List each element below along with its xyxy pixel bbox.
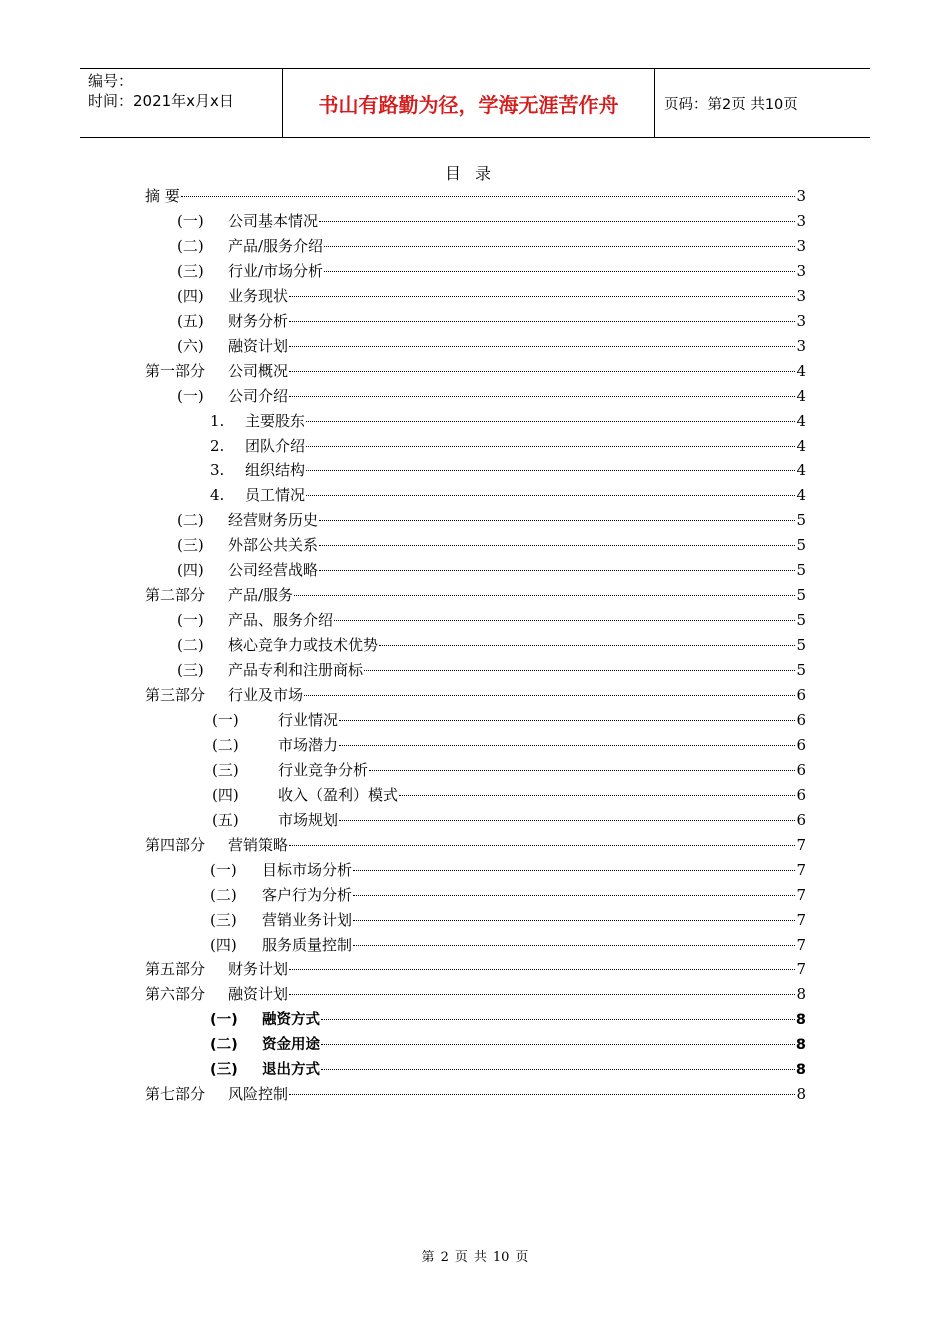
toc-entry[interactable]: [212, 759, 806, 779]
toc-entry[interactable]: [177, 559, 806, 579]
toc-leader-dots: [319, 545, 795, 546]
toc-entry[interactable]: [212, 734, 806, 754]
toc-leader-dots: [321, 1019, 795, 1020]
toc-entry-number: (一): [177, 386, 204, 405]
toc-leader-dots: [289, 396, 795, 397]
time-label: 时间：2021年x月x日: [88, 92, 234, 110]
toc-entry-number: 摘 要: [145, 187, 180, 205]
toc-entry-page: 7: [796, 935, 806, 954]
toc-entry-page: 7: [796, 885, 806, 904]
toc-entry-number: (三): [177, 261, 204, 280]
footer-gong: 共: [473, 1250, 487, 1265]
toc-leader-dots: [339, 745, 795, 746]
toc-entry[interactable]: [177, 609, 806, 629]
toc-leader-dots: [289, 969, 795, 970]
toc-entry-title: 目标市场分析: [262, 860, 353, 879]
toc-leader-dots: [289, 994, 795, 995]
toc-entry-page: 8: [795, 1062, 806, 1079]
toc-entry-page: 3: [796, 311, 806, 330]
toc-leader-dots: [306, 446, 795, 447]
toc-entry[interactable]: [210, 909, 806, 929]
footer-ye2: 页: [515, 1250, 529, 1265]
toc-entry-title: 产品专利和注册商标: [228, 661, 364, 680]
toc-entry-title: 产品/服务: [228, 586, 294, 605]
toc-entry-number: 3.: [210, 461, 225, 480]
toc-entry-page: 7: [796, 835, 806, 854]
toc-entry-title: 公司基本情况: [228, 211, 319, 230]
page-label: 页码：第2页 共10页: [664, 96, 798, 113]
toc-entry-number: 1.: [210, 411, 225, 430]
toc-entry-number: (二): [177, 236, 204, 255]
toc-entry-page: 6: [796, 760, 806, 779]
toc-leader-dots: [353, 895, 795, 896]
toc-leader-dots: [399, 795, 795, 796]
toc-entry-title: 退出方式: [262, 1062, 320, 1079]
toc-entry[interactable]: [210, 884, 806, 904]
toc-entry-number: 第五部分: [145, 960, 206, 979]
footer-di: 第: [421, 1250, 435, 1265]
toc-entry[interactable]: [210, 934, 806, 954]
toc-entry-page: 3: [796, 211, 806, 230]
toc-entry-page: 5: [796, 561, 806, 580]
toc-leader-dots: [289, 346, 795, 347]
toc-entry-page: 4: [796, 386, 806, 405]
toc-entry[interactable]: [145, 360, 806, 380]
toc-entry-number: (二): [210, 1037, 238, 1054]
toc-entry-number: (一): [177, 211, 204, 230]
toc-entry-page: 4: [796, 436, 806, 455]
toc-leader-dots: [319, 520, 795, 521]
toc-entry[interactable]: [212, 709, 806, 729]
toc-entry-title: 外部公共关系: [228, 536, 319, 555]
toc-entry[interactable]: [212, 784, 806, 804]
toc-entry[interactable]: [210, 1058, 806, 1078]
toc-leader-dots: [369, 770, 795, 771]
toc-entry-title: 市场规划: [278, 810, 339, 829]
toc-entry-page: 6: [796, 710, 806, 729]
toc-entry-title: 客户行为分析: [262, 885, 353, 904]
toc-entry-title: 业务现状: [228, 286, 289, 305]
toc-leader-dots: [353, 920, 795, 921]
toc-entry-page: 3: [796, 261, 806, 280]
toc-entry-number: (三): [212, 760, 239, 779]
toc-entry-number: 第六部分: [145, 985, 206, 1004]
toc-entry-page: 3: [796, 236, 806, 255]
toc-leader-dots: [319, 221, 795, 222]
toc-entry-number: (三): [210, 1062, 238, 1079]
toc-entry[interactable]: [210, 459, 806, 479]
toc-entry-page: 5: [796, 611, 806, 630]
toc-leader-dots: [324, 271, 795, 272]
toc-entry[interactable]: [177, 634, 806, 654]
toc-entry-number: 第一部分: [145, 361, 206, 380]
toc-entry-number: (二): [210, 885, 237, 904]
toc-entry-title: 营销策略: [228, 835, 289, 854]
toc-entry-title: 融资方式: [262, 1012, 320, 1029]
toc-entry-page: 6: [796, 785, 806, 804]
toc-entry-title: 行业情况: [278, 710, 339, 729]
toc-entry-number: 第四部分: [145, 835, 206, 854]
toc-entry[interactable]: [210, 410, 806, 430]
toc-leader-dots: [306, 495, 795, 496]
toc-entry[interactable]: [210, 859, 806, 879]
footer-total-pages: 10: [492, 1250, 510, 1265]
toc-entry-title: 服务质量控制: [262, 935, 353, 954]
toc-leader-dots: [364, 670, 795, 671]
toc-entry-page: 5: [796, 536, 806, 555]
toc-entry-number: (四): [212, 785, 239, 804]
toc-entry-number: 第三部分: [145, 686, 206, 704]
header-table: [80, 68, 870, 138]
toc-entry-title: 组织结构: [245, 461, 306, 480]
toc-entry[interactable]: [145, 1083, 806, 1103]
toc-entry-page: 8: [795, 1012, 806, 1029]
toc-entry[interactable]: [210, 1033, 806, 1053]
toc-entry-page: 7: [796, 910, 806, 929]
toc-entry[interactable]: [177, 235, 806, 255]
toc-entry-page: 6: [796, 735, 806, 754]
toc-entry-title: 收入（盈利）模式: [278, 785, 399, 804]
toc-entry-title: 资金用途: [262, 1037, 320, 1054]
header-page-cell: [655, 69, 870, 137]
toc-leader-dots: [306, 470, 795, 471]
toc-leader-dots: [321, 1069, 795, 1070]
toc-entry[interactable]: [177, 210, 806, 230]
toc-entry-number: (二): [177, 636, 204, 655]
toc-leader-dots: [353, 945, 795, 946]
toc-leader-dots: [306, 421, 795, 422]
toc-entry-page: 6: [796, 810, 806, 829]
header-meta-cell: [80, 69, 283, 137]
toc-entry-number: 第二部分: [145, 586, 206, 605]
toc-entry-title: 公司介绍: [228, 386, 289, 405]
toc-entry[interactable]: [177, 385, 806, 405]
toc-entry-title: 团队介绍: [245, 436, 306, 455]
footer-ye: 页: [454, 1250, 468, 1265]
toc-entry[interactable]: [145, 983, 806, 1003]
toc-leader-dots: [339, 720, 795, 721]
toc-entry-title: 行业/市场分析: [228, 261, 324, 280]
toc-entry[interactable]: [177, 260, 806, 280]
toc-leader-dots: [339, 820, 795, 821]
toc-entry-page: 7: [796, 960, 806, 979]
toc-entry-number: (五): [177, 311, 204, 330]
toc-entry-title: 公司概况: [228, 361, 289, 380]
toc-entry-title: 融资计划: [228, 985, 289, 1004]
toc-entry[interactable]: [177, 534, 806, 554]
toc-entry-page: 3: [796, 286, 806, 305]
toc-leader-dots: [319, 570, 795, 571]
toc-entry-page: 8: [795, 1037, 806, 1054]
toc-entry[interactable]: [145, 185, 806, 205]
toc-entry-number: (三): [210, 910, 237, 929]
toc-leader-dots: [181, 196, 796, 197]
toc-entry-title: 融资计划: [228, 336, 289, 355]
toc-entry[interactable]: [177, 509, 806, 529]
toc-entry-number: 第七部分: [145, 1085, 206, 1104]
toc-entry-title: 核心竞争力或技术优势: [228, 636, 379, 655]
toc-leader-dots: [324, 246, 795, 247]
toc-leader-dots: [353, 870, 795, 871]
toc-entry-page: 8: [796, 985, 806, 1004]
toc-entry[interactable]: [145, 684, 806, 704]
toc-entry-title: 营销业务计划: [262, 910, 353, 929]
toc-entry-title: 行业竞争分析: [278, 760, 369, 779]
toc-entry[interactable]: [177, 285, 806, 305]
toc-entry-number: (六): [177, 336, 204, 355]
toc-entry[interactable]: [145, 584, 806, 604]
toc-entry[interactable]: [210, 484, 806, 504]
toc-entry-title: 主要股东: [245, 411, 306, 430]
toc-entry[interactable]: [210, 1008, 806, 1028]
toc-entry-title: 风险控制: [228, 1085, 289, 1104]
toc-leader-dots: [304, 695, 795, 696]
toc-entry-title: 公司经营战略: [228, 561, 319, 580]
toc-leader-dots: [379, 645, 795, 646]
toc-entry-number: (一): [177, 611, 204, 630]
serial-label: 编号：: [88, 72, 134, 90]
toc-entry-page: 3: [796, 187, 806, 205]
toc-entry-title: 经营财务历史: [228, 511, 319, 530]
toc-leader-dots: [321, 1044, 795, 1045]
footer-current-page: 2: [440, 1250, 449, 1265]
toc-entry[interactable]: [212, 809, 806, 829]
toc-leader-dots: [289, 845, 795, 846]
toc-entry-number: (三): [177, 536, 204, 555]
toc-entry-number: (一): [210, 1012, 238, 1029]
toc-entry-page: 3: [796, 336, 806, 355]
toc-entry-page: 5: [796, 586, 806, 605]
toc-entry-page: 4: [796, 361, 806, 380]
header-motto: 书山有路勤为径，学海无涯苦作舟: [283, 69, 655, 137]
toc-leader-dots: [289, 296, 795, 297]
toc-entry-title: 产品/服务介绍: [228, 236, 324, 255]
toc-entry-number: (二): [177, 511, 204, 530]
toc-entry-page: 4: [796, 461, 806, 480]
toc-entry-number: 2.: [210, 436, 225, 455]
toc-entry-page: 5: [796, 661, 806, 680]
toc-leader-dots: [334, 620, 795, 621]
toc-entry-number: (一): [212, 710, 239, 729]
toc-entry[interactable]: [145, 834, 806, 854]
toc-entry[interactable]: [177, 335, 806, 355]
toc-entry-page: 5: [796, 511, 806, 530]
toc-entry-number: 4.: [210, 486, 225, 505]
toc-entry-title: 财务计划: [228, 960, 289, 979]
toc-entry-number: (三): [177, 661, 204, 680]
toc-entry-title: 行业及市场: [228, 686, 304, 704]
toc-leader-dots: [294, 595, 795, 596]
toc-entry[interactable]: [177, 659, 806, 679]
toc-entry-number: (二): [212, 735, 239, 754]
toc-entry[interactable]: [145, 958, 806, 978]
toc-entry-title: 员工情况: [245, 486, 306, 505]
toc-entry-page: 7: [796, 860, 806, 879]
toc-entry[interactable]: [210, 435, 806, 455]
toc-entry-page: 8: [796, 1085, 806, 1104]
toc-entry-number: (四): [177, 561, 204, 580]
toc-entry-page: 5: [796, 636, 806, 655]
toc-entry-page: 4: [796, 411, 806, 430]
toc-leader-dots: [289, 371, 795, 372]
toc-entry[interactable]: [177, 310, 806, 330]
toc-entry-title: 市场潜力: [278, 735, 339, 754]
toc-entry-title: 产品、服务介绍: [228, 611, 334, 630]
toc-leader-dots: [289, 321, 795, 322]
toc-entry-number: (四): [177, 286, 204, 305]
toc-entry-title: 财务分析: [228, 311, 289, 330]
toc-leader-dots: [289, 1094, 795, 1095]
toc-entry-number: (四): [210, 935, 237, 954]
toc-entry-page: 6: [796, 686, 806, 704]
toc-entry-page: 4: [796, 486, 806, 505]
toc-entry-number: (一): [210, 860, 237, 879]
toc-title: 目录: [444, 164, 505, 183]
toc-entry-number: (五): [212, 810, 239, 829]
page-footer: [0, 1246, 950, 1265]
